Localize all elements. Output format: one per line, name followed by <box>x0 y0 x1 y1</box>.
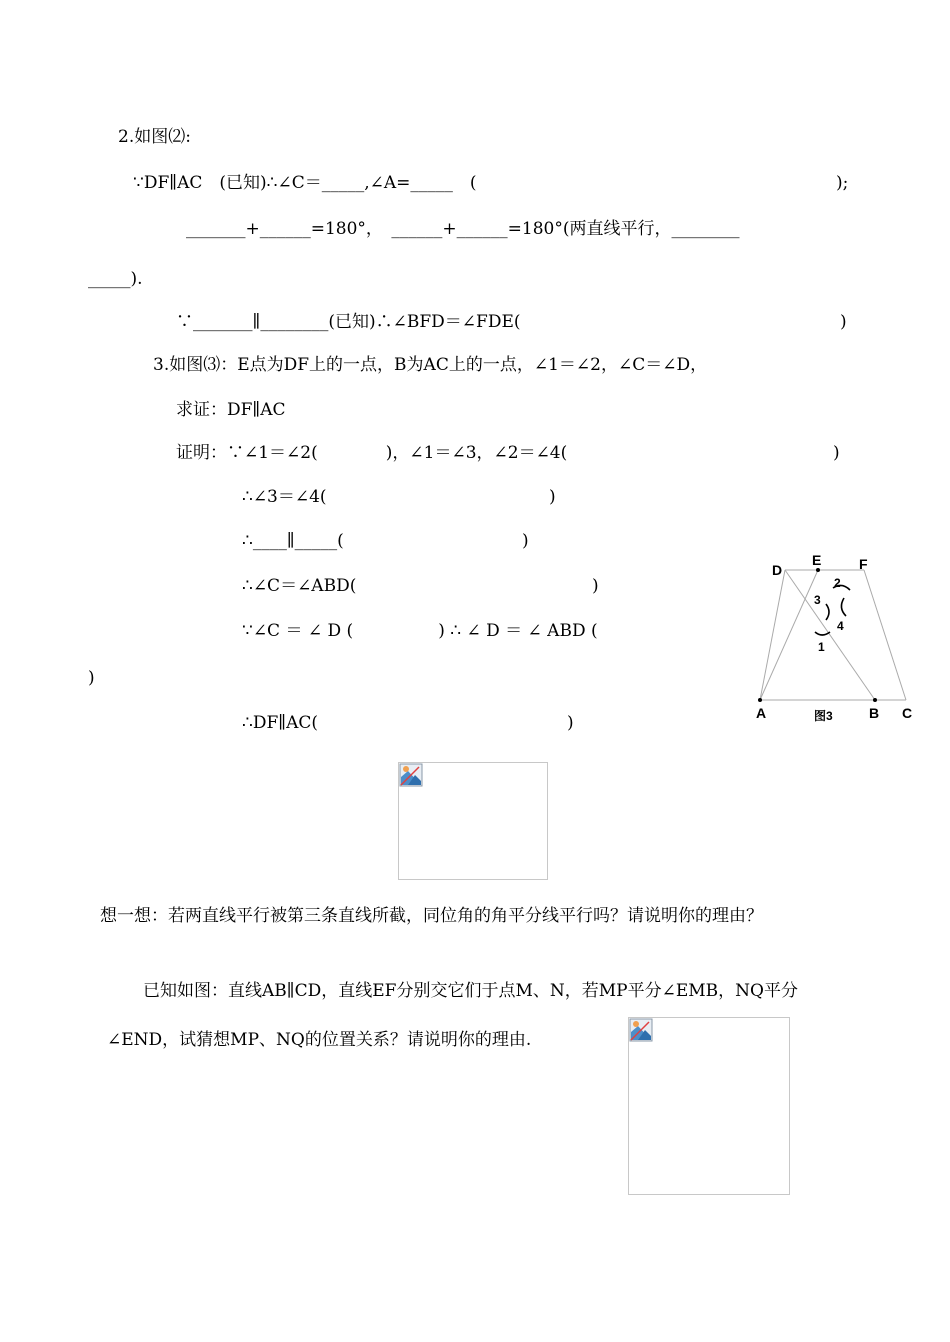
line-db <box>785 570 875 700</box>
q3-proof3-end: ) <box>522 531 529 551</box>
label-e: E <box>812 552 822 568</box>
angle-label-3: 3 <box>814 593 821 607</box>
q3-proof6-end: ) <box>567 713 574 733</box>
q3-proof2: ∴∠3＝∠4( <box>242 487 327 507</box>
point-a <box>758 698 762 702</box>
q3-prove: 求证：DF∥AC <box>176 400 286 420</box>
figure-caption: 图3 <box>814 709 833 723</box>
q2-line4: ∵_______∥________(已知)∴∠BFD＝∠FDE( <box>176 312 521 332</box>
broken-image-icon <box>399 763 423 787</box>
figure-3 <box>756 548 920 728</box>
label-f: F <box>859 556 868 572</box>
q3-proof1: 证明：∵∠1＝∠2( )，∠1＝∠3，∠2＝∠4( <box>176 443 568 463</box>
image-placeholder-2 <box>628 1017 790 1195</box>
angle-label-4: 4 <box>837 619 844 633</box>
q3-proof1-end: ) <box>833 443 840 463</box>
q3-proof5-cont: ) <box>88 668 95 688</box>
image-placeholder-1 <box>398 762 548 880</box>
label-b: B <box>869 705 880 721</box>
q2-line3: _____). <box>88 269 143 289</box>
q2-line2: _______+______=180°， ______+______=180°(两直线平行，________ <box>186 219 740 239</box>
think-question: 想一想：若两直线平行被第三条直线所截，同位角的角平分线平行吗？请说明你的理由？ <box>100 906 763 926</box>
label-d: D <box>772 562 783 578</box>
line-da <box>760 570 785 700</box>
known-line1: 已知如图：直线AB∥CD，直线EF分别交它们于点M、N，若MP平分∠EMB，NQ平分 <box>143 981 798 1001</box>
q3-proof4-end: ) <box>592 576 599 596</box>
line-fc <box>864 570 906 700</box>
q3-title: 3.如图⑶：E点为DF上的一点，B为AC上的一点，∠1＝∠2，∠C＝∠D， <box>153 355 708 375</box>
point-e <box>816 568 820 572</box>
angle-4-arc <box>841 598 846 616</box>
q2-line1: ∵DF∥AC (已知)∴∠C＝_____,∠A=_____ ( <box>133 173 477 193</box>
q2-title: 2.如图⑵: <box>118 127 191 147</box>
q3-proof4: ∴∠C＝∠ABD( <box>242 576 357 596</box>
q3-proof5: ∵∠C ＝ ∠ D ( ) ∴ ∠ D ＝ ∠ ABD ( <box>242 621 598 641</box>
angle-label-2: 2 <box>834 576 841 590</box>
q3-proof3: ∴____∥_____( <box>242 531 344 551</box>
q3-proof6: ∴DF∥AC( <box>242 713 319 733</box>
q2-line4-end: ) <box>840 312 847 332</box>
broken-image-icon <box>629 1018 653 1042</box>
q3-proof2-end: ) <box>549 487 556 507</box>
label-a: A <box>756 705 767 721</box>
angle-3-arc <box>826 604 829 620</box>
line-ea <box>760 570 818 700</box>
q2-line1-end: ); <box>836 173 849 193</box>
angle-label-1: 1 <box>818 640 825 654</box>
label-c: C <box>902 705 913 721</box>
known-line2: ∠END，试猜想MP、NQ的位置关系？请说明你的理由. <box>107 1030 532 1050</box>
point-b <box>873 698 877 702</box>
